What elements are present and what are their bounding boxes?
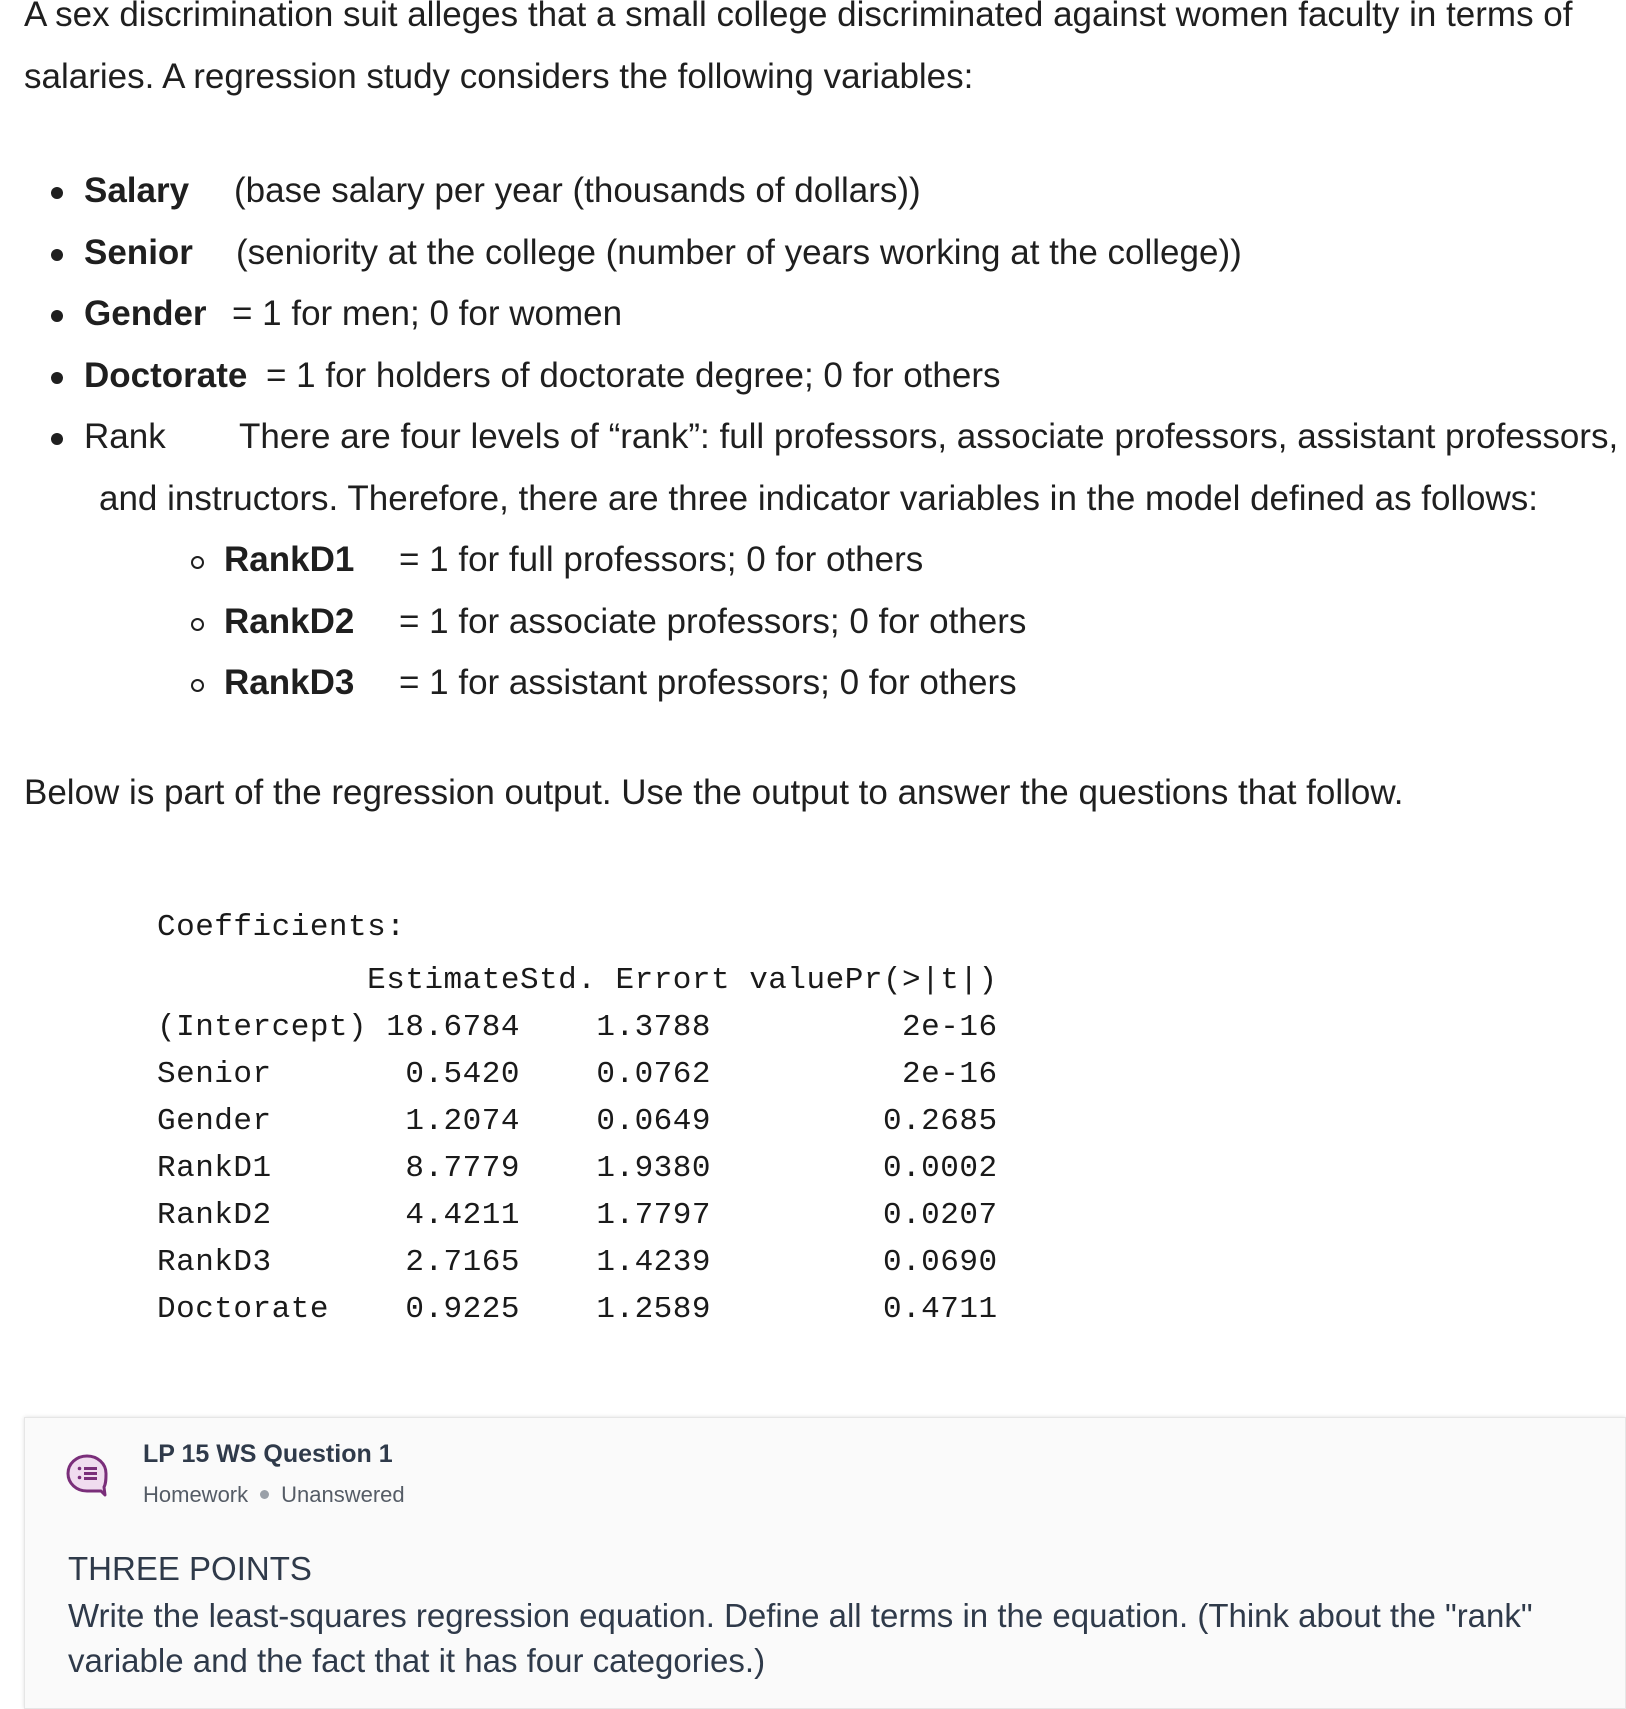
header-t-value: t value <box>711 963 845 998</box>
cell-t-value <box>711 1098 845 1145</box>
cell-std-error: 1.3788 <box>596 1010 711 1045</box>
question-meta <box>143 1482 405 1508</box>
table-header-row <box>157 957 998 1004</box>
variable-list <box>0 160 1620 714</box>
cell-t-value <box>711 1239 845 1286</box>
header-std-error: Std. Error <box>519 963 711 998</box>
regression-intro-text: Below is part of the regression output. Use the output to answer the questions that follow. <box>24 773 1404 812</box>
variable-name: Rank <box>84 417 166 456</box>
cell-term: Senior <box>157 1057 272 1092</box>
cell-estimate: 0.5420 <box>405 1057 520 1092</box>
cell-p-value: 0.0002 <box>882 1151 998 1186</box>
rank-indicator-item <box>84 652 1620 714</box>
cell-p-value: 2e-16 <box>902 1057 998 1092</box>
cell-p-value: 2e-16 <box>902 1010 998 1045</box>
coefficients-body <box>157 1004 998 1333</box>
variable-description: (seniority at the college (number of years working at the college)) <box>236 232 1242 272</box>
variable-salary <box>0 160 1620 222</box>
question-status: Unanswered <box>281 1482 405 1507</box>
variable-name: Senior <box>84 232 193 272</box>
cell-term: Gender <box>157 1104 272 1139</box>
coefficients-table <box>157 957 998 1333</box>
question-prompt: Write the least-squares regression equation. Define all terms in the equation. (Think about the "rank" variable and the fact that it has four categories.) <box>68 1597 1533 1679</box>
rank-indicator-item <box>84 529 1620 591</box>
cell-estimate: 2.7165 <box>405 1245 520 1280</box>
cell-p-value: 0.2685 <box>882 1104 998 1139</box>
rank-indicator-list <box>84 529 1620 714</box>
cell-std-error: 1.9380 <box>596 1151 711 1186</box>
cell-std-error: 1.7797 <box>596 1198 711 1233</box>
variable-doctorate <box>0 345 1620 407</box>
header-term <box>157 957 367 1004</box>
cell-estimate: 1.2074 <box>405 1104 520 1139</box>
cell-term: RankD2 <box>157 1198 272 1233</box>
variable-name: Gender <box>84 294 207 333</box>
variable-senior <box>0 222 1620 284</box>
cell-t-value <box>711 1051 845 1098</box>
header-estimate: Estimate <box>367 963 520 998</box>
variable-description: (base salary per year (thousands of dollars)) <box>234 171 921 210</box>
cell-estimate: 18.6784 <box>386 1010 520 1045</box>
cell-std-error: 0.0649 <box>596 1104 711 1139</box>
question-card[interactable] <box>24 1417 1626 1709</box>
variable-description: = 1 for men; 0 for women <box>232 294 623 333</box>
variable-name: Doctorate <box>84 355 248 395</box>
variable-name: Salary <box>84 171 190 210</box>
variable-gender <box>0 283 1620 345</box>
question-title[interactable]: LP 15 WS Question 1 <box>143 1440 393 1468</box>
cell-std-error: 1.4239 <box>596 1245 711 1280</box>
table-row <box>157 1145 998 1192</box>
table-row <box>157 1286 998 1333</box>
question-points: THREE POINTS <box>68 1550 312 1587</box>
rank-indicator-item <box>84 591 1620 653</box>
variable-description-continued: and instructors. Therefore, there are three indicator variables in the model defined as follows: <box>99 478 1539 518</box>
cell-std-error: 0.0762 <box>596 1057 711 1092</box>
indicator-name: RankD1 <box>224 540 355 579</box>
cell-t-value <box>711 1192 845 1239</box>
table-row <box>157 1192 998 1239</box>
question-bubble-icon <box>65 1453 109 1497</box>
cell-estimate: 4.4211 <box>405 1198 520 1233</box>
cell-t-value <box>711 1286 845 1333</box>
cell-estimate: 0.9225 <box>405 1292 520 1327</box>
cell-term: RankD1 <box>157 1151 272 1186</box>
indicator-description: = 1 for full professors; 0 for others <box>399 540 924 579</box>
indicator-name: RankD3 <box>224 663 355 702</box>
indicator-description: = 1 for associate professors; 0 for others <box>399 601 1027 641</box>
cell-estimate: 8.7779 <box>405 1151 520 1186</box>
table-row <box>157 1239 998 1286</box>
cell-p-value: 0.0690 <box>882 1245 998 1280</box>
cell-term: Doctorate <box>157 1292 329 1327</box>
header-p-value: Pr(>|t|) <box>844 963 998 998</box>
cell-p-value: 0.0207 <box>882 1198 998 1233</box>
variable-rank <box>0 406 1620 714</box>
separator-dot <box>260 1490 269 1499</box>
cell-term: (Intercept) <box>157 1010 368 1045</box>
cell-t-value <box>711 1145 845 1192</box>
cell-term: RankD3 <box>157 1245 272 1280</box>
table-row <box>157 1004 998 1051</box>
table-row <box>157 1098 998 1145</box>
cell-p-value: 0.4711 <box>882 1292 998 1327</box>
table-row <box>157 1051 998 1098</box>
coefficients-title: Coefficients: <box>157 910 406 945</box>
indicator-name: RankD2 <box>224 601 355 641</box>
variable-description: = 1 for holders of doctorate degree; 0 for others <box>266 355 1001 395</box>
cell-t-value <box>711 1004 845 1051</box>
intro-paragraph: A sex discrimination suit alleges that a small college discriminated against women faculty in terms of salaries. A regression study considers the following variables: <box>24 0 1573 96</box>
variable-description: There are four levels of “rank”: full professors, associate professors, assistant professors, <box>239 417 1619 456</box>
indicator-description: = 1 for assistant professors; 0 for others <box>399 663 1017 702</box>
question-type: Homework <box>143 1482 249 1507</box>
cell-std-error: 1.2589 <box>596 1292 711 1327</box>
